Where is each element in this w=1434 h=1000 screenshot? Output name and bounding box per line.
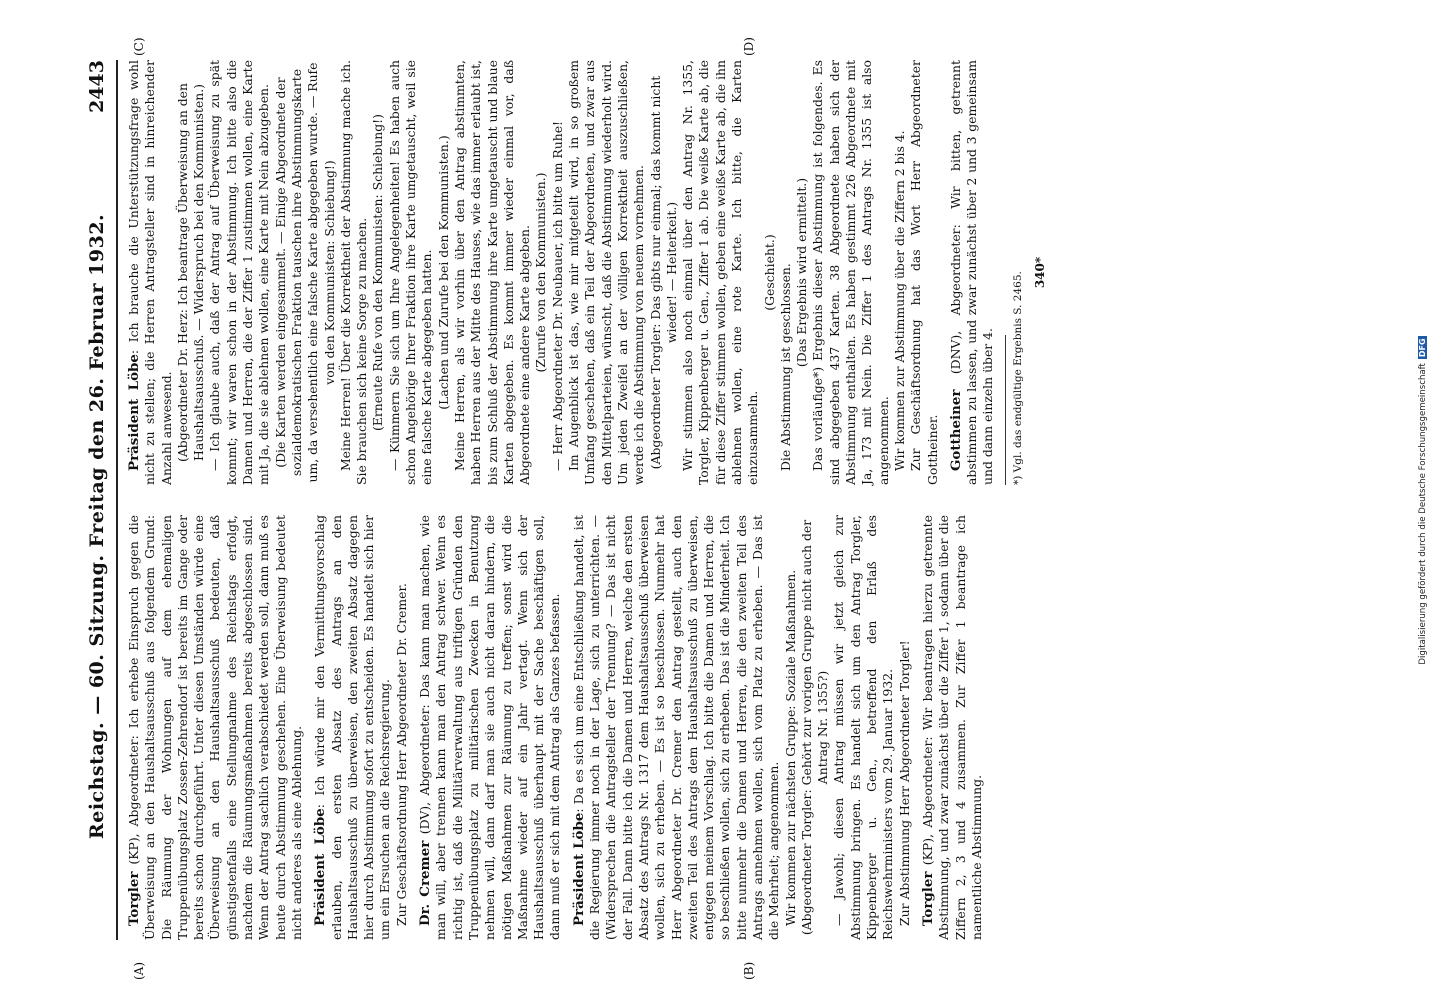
paragraph: Im Augenblick ist das, wie mir mitgeteilt wird, in so großem Umfang geschehen, daß ein Teil der Abgeordneten, und zwar aus den Mittelparteien, wünscht, daß die Abstimmung wiederholt wird. Um jeden Zweifel an der völligen Korrektheit auszuschließen, werde ich die Abstimmung von neuem vornehmen. — [566, 60, 647, 485]
dfg-notice-text: Digitalisierung gefördert durch die Deutsche Forschungsgemeinschaft — [1418, 363, 1428, 665]
paragraph: — Ich glaube auch, daß der Antrag auf Überweisung zu spät kommt; wir waren schon in der Abstimmung. Ich bitte also die Damen und Herren, die der Ziffer 1 zustimmen wollen, eine Karte mit Ja, die sie ablehnen wollen, eine Karte mit Nein abzugeben. — [207, 60, 272, 485]
margin-mark-a: (A) — [132, 961, 146, 980]
page-header — [82, 60, 112, 940]
interjection: (Das Ergebnis wird ermittelt.) — [794, 177, 810, 368]
paragraph: Meine Herren, als wir vorhin über den Antrag abstimmten, haben Herren aus der Mitte des Hauses, wie das immer erlaubt ist, bis zum Schluß der Abstimmung ihre Karte umgetauscht und blaue Karten abgegeben. Es kommt immer wieder einmal vor, daß Abgeordnete eine andere Karte abgeben. — [451, 60, 533, 485]
margin-mark-d: (D) — [742, 37, 756, 56]
interjection: (Die Karten werden eingesammelt. — Einige Abgeordnete der sozialdemokratischen Fraktion tauschen ihre Abstimmungskarte um, da versehentlich eine falsche Karte abgegeben wurde. — Rufe von den Kommunisten: Schiebung!) — [272, 62, 337, 483]
speech-text: (KP), Abgeordneter: Ich erhebe Einspruch gegen die Überweisung an den Haushaltsausschuß aus folgendem Grund: Die Räumung der Wohnungen auf dem ehemaligen Truppenübungsplatz Zossen-Zehrendorf ist bereits im Gange oder bereits schon durchgeführt. Unter diesen Umständen würde eine Überweisung an den Haushaltsausschuß bedeuten, daß günstigstenfalls eine Stellungnahme des Reichstags erfolgt, nachdem die Räumungsmaßnahmen bereits abgeschlossen sind. Wenn der Antrag sachlich verabschiedet werden soll, dann muß es heute durch Abstimmung geschehen. Eine Überweisung bedeutet nicht anderes als eine Ablehnung. — [126, 515, 304, 940]
speaker-name: Torgler — [126, 871, 142, 926]
paragraph: Zur Geschäftsordnung Herr Abgeordneter Dr. Cremer. — [393, 583, 409, 926]
page-number: 2443 — [86, 60, 108, 113]
paragraph: Wir kommen zur nächsten Gruppe: Soziale Maßnahmen. — [782, 569, 798, 926]
paragraph: Meine Herren! Über die Korrektheit der Abstimmung mache ich. Sie brauchen sich keine Sorge zu machen. — [337, 60, 370, 485]
speech-text: (DNV), Abgeordneter: Wir bitten, getrennt abstimmen zu lassen, und zwar zunächst über 2 und 3 gemeinsam und dann einzeln über 4. — [947, 60, 996, 485]
paragraph: Wir stimmen also noch einmal über den Antrag Nr. 1355, Torgler, Kippenberger u. Gen., Ziffer 1 ab. Die weiße Karte ab, die für diese Ziffer stimmen wollen, geben eine weiße Karte ab, die ihn ablehnen wollen, eine rote Karte. Ich bitte, die Karten einzusammeln. — [680, 60, 761, 485]
speech-text: : Ich brauche die Unterstützungsfrage wohl nicht zu stellen; die Herren Antragsteller sind in hinreichender Anzahl anwesend. — [126, 60, 174, 485]
footnote: *) Vgl. das endgültige Ergebnis S. 2465. — [1011, 271, 1024, 485]
paragraph: — Herr Abgeordneter Dr. Neubauer, ich bitte um Ruhe! — [549, 120, 565, 471]
header-title: Reichstag. — 60. Sitzung. Freitag den 26. Februar 1932. — [86, 213, 108, 840]
interjection: (Abgeordneter Dr. Herz: Ich beantrage Überweisung an den Haushaltsausschuß. — Widerspruch bei den Kommunisten.) — [174, 83, 207, 463]
interjection: (Lachen und Zurufe bei den Kommunisten.) — [435, 135, 451, 410]
speech-text: (DV), Abgeordneter: Das kann man machen, wie man will, aber trennen kann man den Antrag schwer. Wenn es richtig ist, daß die Militärverwaltung aus triftigen Gründen den Truppenübungsplatz zu militärischen Zwecken in Benutzung nehmen will, dann darf man sie auch nicht daran hindern, die nötigen Maßnahmen zur Räumung zu treffen; sonst wird die Maßnahme wieder auf ein Jahr vertagt. Wenn sich der Haushaltsausschuß überhaupt mit der Sache beschäftigen soll, dann muß er sich mit dem Antrag als Ganzes befassen. — [417, 515, 563, 940]
dfg-notice — [1418, 8, 1430, 993]
speech-paragraph — [417, 515, 564, 940]
interjection: (Zurufe von den Kommunisten.) — [533, 172, 549, 373]
speaker-name: Präsident Löbe — [570, 812, 587, 926]
speech-paragraph — [126, 515, 305, 940]
margin-mark-c: (C) — [132, 37, 146, 56]
page-content — [82, 37, 1322, 980]
speech-paragraph — [920, 515, 985, 940]
speech-paragraph — [312, 515, 393, 940]
right-column — [126, 60, 1048, 485]
paragraph: Zur Geschäftsordnung hat das Wort Herr Abgeordneter Gottheiner. — [908, 60, 940, 485]
speaker-name: Dr. Cremer — [417, 840, 434, 926]
paragraph: — Jawohl; diesen Antrag müssen wir jetzt gleich zur Abstimmung bringen. Es handelt sich um den Antrag Torgler, Kippenberger u. Gen., betreffend den Erlaß des Reichswehrministers vom 29. Januar 1932. — [831, 515, 896, 940]
speech-paragraph — [948, 60, 997, 485]
speaker-name: Präsident Löbe — [312, 808, 329, 926]
speech-text: (KP), Abgeordneter: Wir beantragen hierzu getrennte Abstimmung, und zwar zunächst über die Ziffer 1, sodann über die Ziffern 2, 3 und 4 zusammen. Zur Ziffer 1 beantrage ich namentliche Abstimmung. — [919, 515, 984, 940]
margin-mark-b: (B) — [742, 961, 756, 980]
interjection: (Erneute Rufe von den Kommunisten: Schiebung!) — [370, 114, 386, 431]
speech-paragraph — [126, 60, 175, 485]
speech-text: : Ich würde mir den Vermittlungsvorschlag erlauben, den ersten Absatz des Antrags an den Haushaltsausschuß zu überweisen, den zweiten Absatz dagegen hier durch Abstimmung sofort zu entscheiden. Es handelt sich hier um ein Ersuchen an die Reichsregierung. — [312, 515, 393, 940]
header-rule — [116, 60, 118, 940]
dfg-logo: DFG — [1418, 338, 1427, 358]
paragraph: — Kümmern Sie sich um Ihre Angelegenheiten! Es haben auch schon Angehörige Ihrer Fraktion ihre Karte umgetauscht, weil sie eine falsche Karte abgegeben hatten. — [386, 60, 435, 485]
speaker-name: Gottheiner — [947, 389, 964, 471]
speech-paragraph — [571, 515, 783, 940]
interjection: (Abgeordneter Torgler: Das gibts nur einmal; das kommt nicht wieder! — Heiterkeit.) — [647, 75, 679, 470]
signature-mark: 340* — [1033, 256, 1048, 289]
left-column — [126, 515, 985, 940]
paragraph: Zur Abstimmung Herr Abgeordneter Torgler! — [896, 640, 912, 926]
speaker-name: Präsident Löbe — [126, 354, 142, 471]
paragraph: Die Abstimmung ist geschlossen. — [777, 263, 793, 471]
interjection: (Geschieht.) — [761, 234, 777, 311]
interjection: (Abgeordneter Torgler: Gehört zur vorigen Gruppe nicht auch der Antrag Nr. 1355?) — [798, 519, 831, 936]
paragraph: Wir kommen zur Abstimmung über die Ziffern 2 bis 4. — [891, 130, 907, 471]
speaker-name: Torgler — [919, 871, 936, 926]
paragraph: Das vorläufige*) Ergebnis dieser Abstimmung ist folgendes. Es sind abgegeben 437 Karten. 38 Abgeordnete haben sich der Abstimmung enthalten. Es haben gestimmt 226 Abgeordnete mit Ja, 173 mit Nein. Die Ziffer 1 des Antrags Nr. 1355 ist also angenommen. — [810, 60, 891, 485]
speech-text: : Da es sich um eine Entschließung handelt, ist die Regierung immer noch in der Lage, sich zu unterrichten. — (Widersprechen die Antragsteller der Trennung? — Das ist nicht der Fall. Dann bitte ich die Damen und Herren, welche den ersten Absatz des Antrags Nr. 1317 dem Haushaltsausschuß überweisen wollen, sich zu erheben. — Es ist so beschlossen. Nunmehr hat Herr Abgeordneter Dr. Cremer den Antrag gestellt, auch den zweiten Teil des Antrags dem Haushaltsausschuß zu überweisen, entgegen meinem Vorschlag. Ich bitte die Damen und Herren, die so beschließen wollen, sich zu erheben. Das ist die Minderheit. Ich bitte nunmehr die Damen und Herren, die den zweiten Teil des Antrags annehmen wollen, sich vom Platz zu erheben. — Das ist die Mehrheit; angenommen. — [570, 515, 782, 940]
footnote-rule — [1005, 335, 1006, 485]
